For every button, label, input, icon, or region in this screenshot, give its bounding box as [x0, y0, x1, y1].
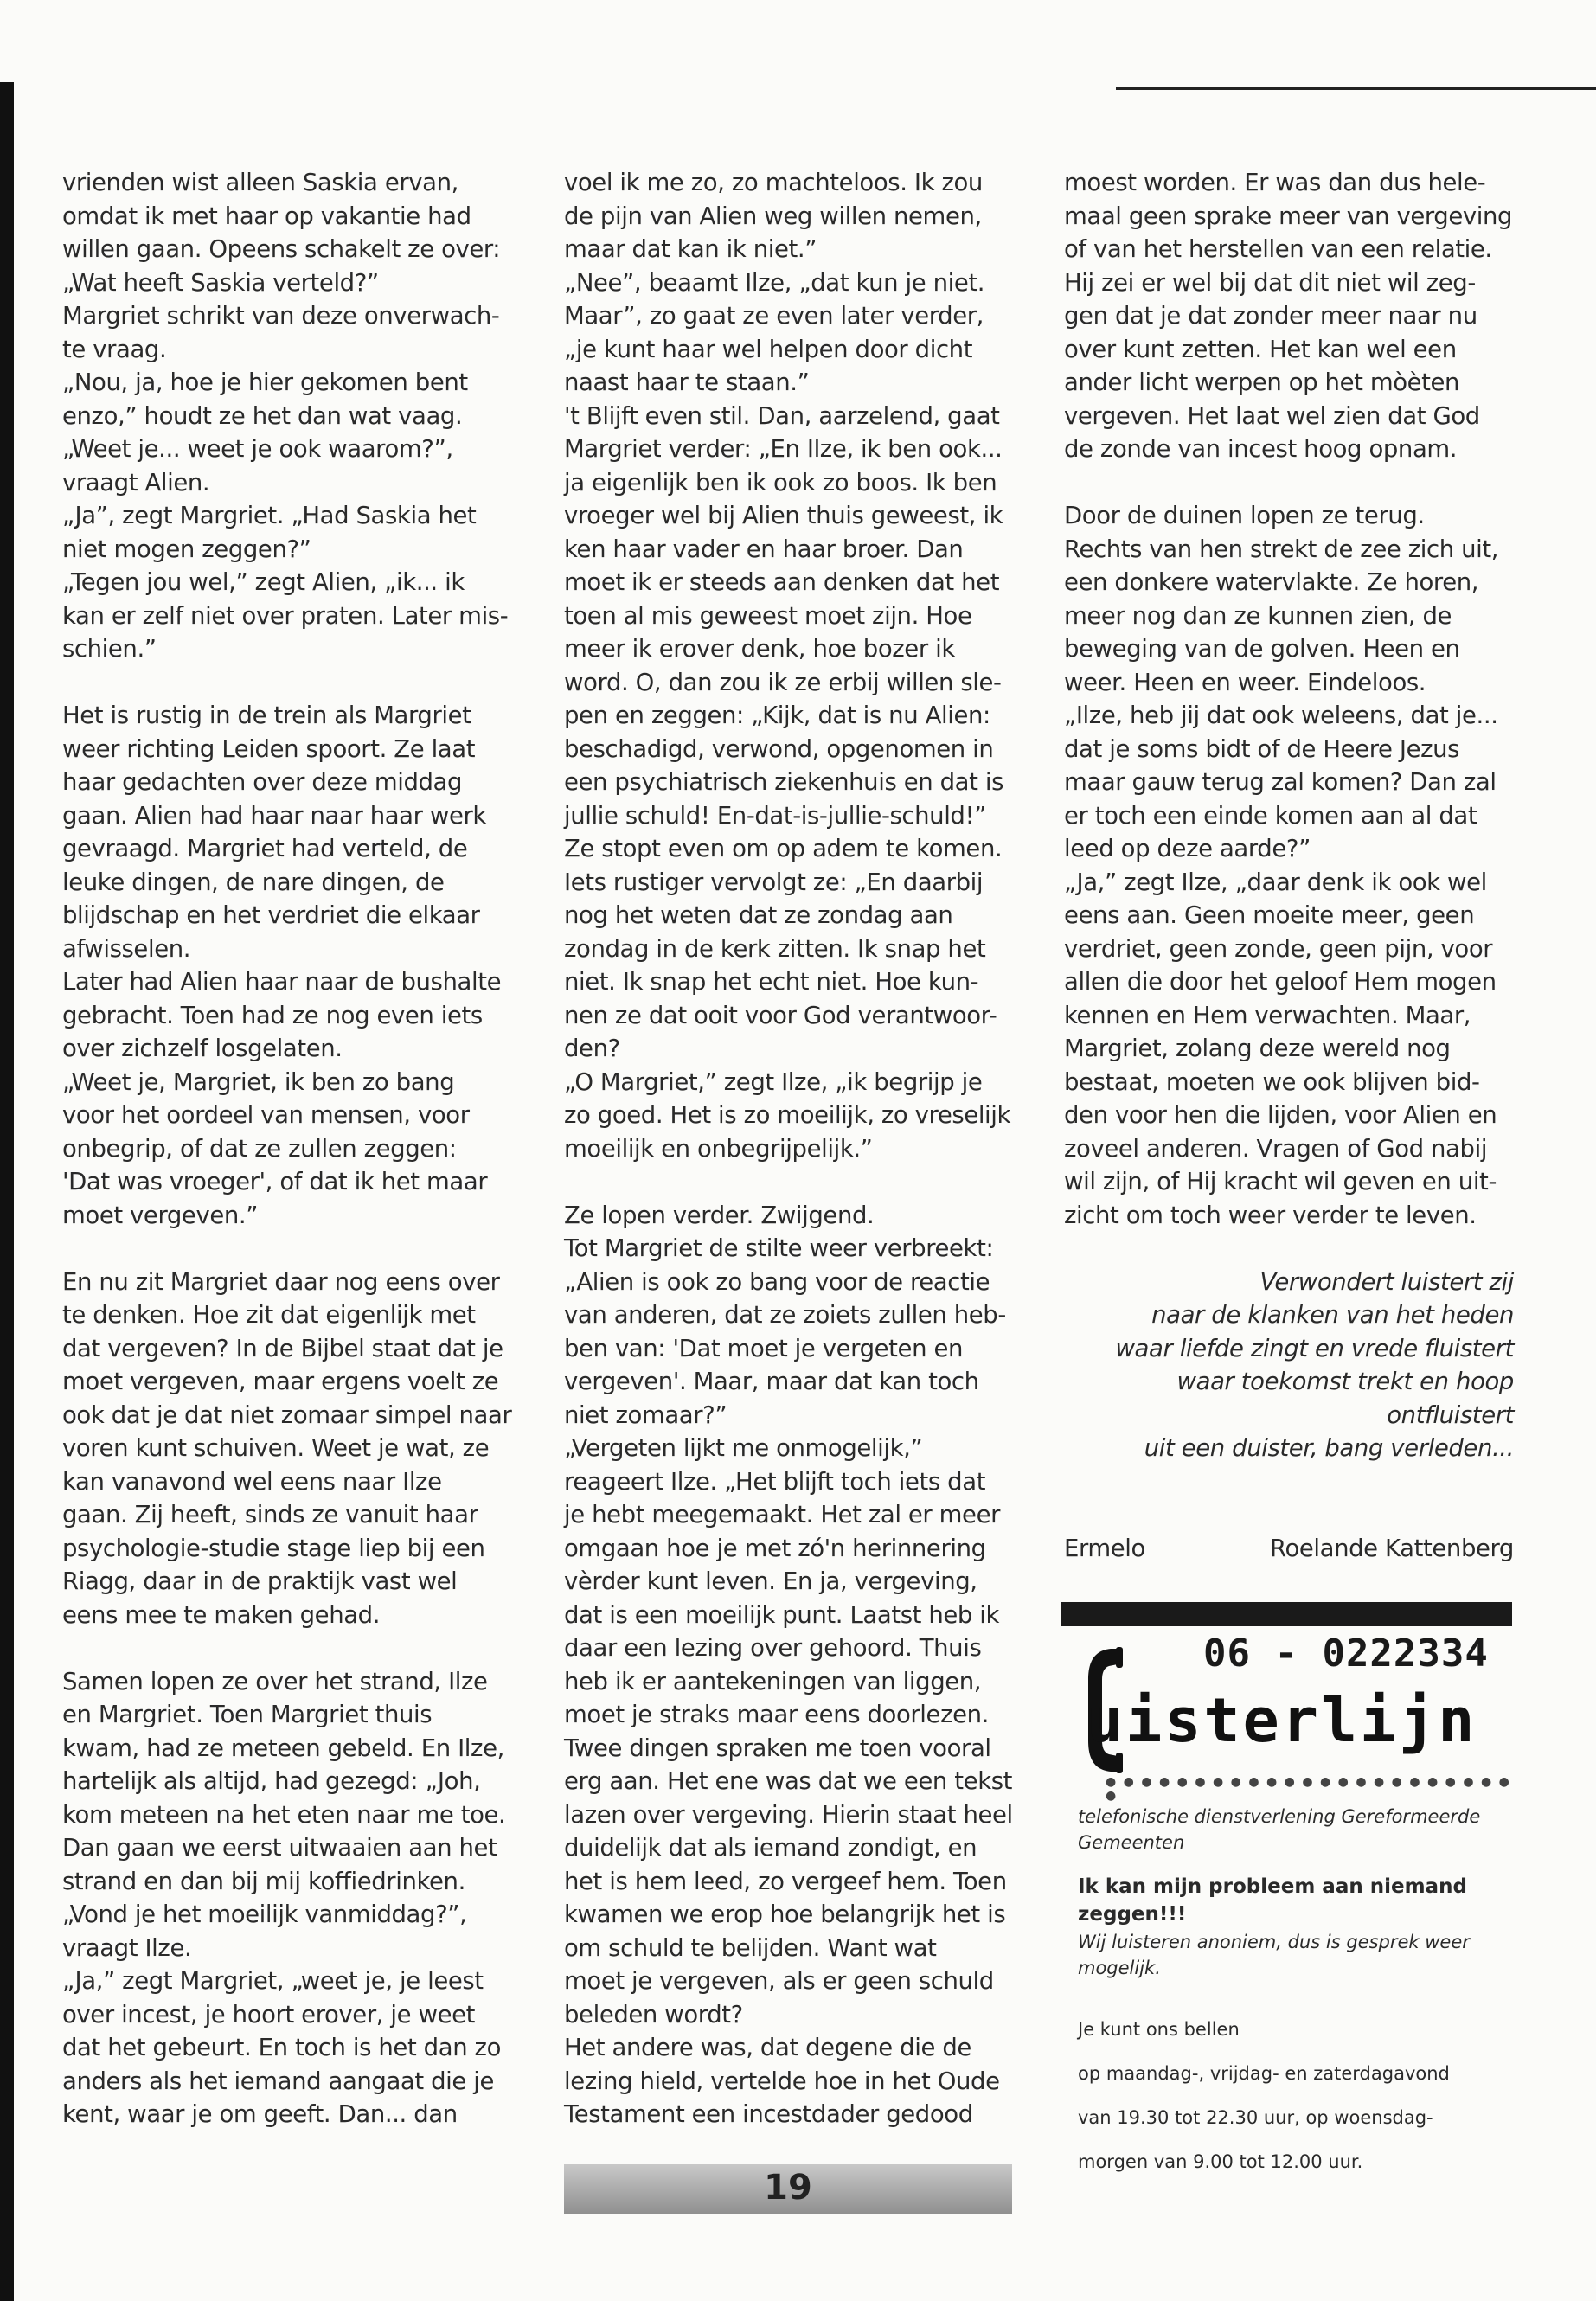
ad-subtitle: telefonische dienstverlening Gereformeerde Gemeenten [1078, 1806, 1481, 1853]
column-1-line: over incest, je hoort erover, je weet [62, 2000, 476, 2029]
column-2-line: zondag in de kerk zitten. Ik snap het [564, 934, 986, 963]
ad-call-line: Je kunt ons bellen [1078, 2019, 1240, 2040]
column-2-line: den? [564, 1035, 620, 1062]
column-2-line: vroeger wel bij Alien thuis geweest, ik [564, 502, 1003, 529]
ad-note: Wij luisteren anoniem, dus is gesprek weer mogelijk. [1078, 1932, 1470, 1978]
poem-line: waar liefde zingt en vrede fluistert [1115, 1334, 1514, 1362]
column-1-line: „Ja,” zegt Margriet, „weet je, je leest [62, 1967, 484, 1995]
column-2-line: jullie schuld! En-dat-is-jullie-schuld!” [564, 801, 986, 830]
column-2-line: „je kunt haar wel helpen door dicht [564, 335, 973, 363]
column-1-line: anders als het iemand aangaat die je [62, 2067, 495, 2095]
poem-line: waar toekomst trekt en hoop ontfluistert [1176, 1368, 1514, 1429]
luisterlijn-advertisement [1061, 1602, 1512, 2172]
signature-line [1064, 1532, 1514, 1566]
column-1-line: kwam, had ze meteen gebeld. En Ilze, [62, 1734, 504, 1762]
column-3-line: leed op deze aarde?” [1064, 835, 1311, 862]
column-1-line: Later had Alien haar naar de bushalte [62, 968, 502, 996]
column-2-line: naast haar te staan.” [564, 369, 810, 396]
column-2-line: Testament een incestdader gedood [564, 2100, 973, 2128]
column-2-line: daar een lezing over gehoord. Thuis [564, 1634, 982, 1662]
column-2-line: Maar”, zo gaat ze even later verder, [564, 302, 984, 330]
column-1-line: afwisselen. [62, 934, 191, 963]
column-2-line: om schuld te belijden. Want wat [564, 1933, 937, 1962]
column-1-line: over zichzelf losgelaten. [62, 1035, 343, 1062]
column-2-line: omgaan hoe je met zó'n herinnering [564, 1534, 986, 1562]
column-2-line: je hebt meegemaakt. Het zal er meer [564, 1501, 1001, 1529]
paragraph-gap [564, 1165, 1022, 1199]
column-1-line: Riagg, daar in de praktijk vast wel [62, 1567, 458, 1595]
column-1-line: voren kunt schuiven. Weet je wat, ze [62, 1434, 490, 1462]
column-2-line: Het andere was, dat degene die de [564, 2034, 971, 2061]
column-2-line: moeilijk en onbegrijpelijk.” [564, 1134, 873, 1163]
column-2-line: niet zomaar?” [564, 1400, 727, 1429]
column-1-line: psychologie-studie stage liep bij een [62, 1534, 485, 1562]
column-1-line: niet mogen zeggen?” [62, 535, 311, 563]
column-2-line: het is hem leed, zo vergeef hem. Toen [564, 1867, 1007, 1895]
column-2-line: meer ik erover denk, hoe bozer ik [564, 635, 955, 663]
column-1-line: kan vanavond wel eens naar Ilze [62, 1467, 442, 1496]
column-1-line: hartelijk als altijd, had gezegd: „Joh, [62, 1767, 481, 1795]
column-1-line: willen gaan. Opeens schakelt ze over: [62, 235, 501, 263]
column-1-line: weer richting Leiden spoort. Ze laat [62, 734, 476, 763]
column-1-line: gaan. Zij heeft, sinds ze vanuit haar [62, 1501, 478, 1529]
column-2-line: kwamen we erop hoe belangrijk het is [564, 1900, 1006, 1928]
column-1-line: gevraagd. Margriet had verteld, de [62, 835, 468, 862]
column-2-line: beschadigd, verwond, opgenomen in [564, 734, 994, 763]
column-1-line: haar gedachten over deze middag [62, 768, 463, 796]
column-3-line: een donkere watervlakte. Ze horen, [1064, 568, 1479, 596]
column-3-line: Rechts van hen strekt de zee zich uit, [1064, 535, 1499, 563]
paragraph-gap [62, 1232, 529, 1266]
closing-poem [1064, 1266, 1514, 1465]
column-3-line: ander licht werpen op het mòèten [1064, 369, 1460, 396]
page-number: 19 [764, 2168, 812, 2208]
column-2-line: dat is een moeilijk punt. Laatst heb ik [564, 1600, 1000, 1629]
column-2-line: „Vergeten lijkt me onmogelijk,” [564, 1434, 923, 1462]
column-3-line: beweging van de golven. Heen en [1064, 635, 1460, 663]
article-column-3-text [1064, 166, 1514, 1232]
column-3-line: over kunt zetten. Het kan wel een [1064, 335, 1457, 363]
column-1-line: leuke dingen, de nare dingen, de [62, 868, 445, 896]
column-1-line: vraagt Ilze. [62, 1933, 192, 1962]
column-2-line: „Nee”, beaamt Ilze, „dat kun je niet. [564, 268, 985, 297]
column-3-line: maar gauw terug zal komen? Dan zal [1064, 768, 1497, 796]
column-1-line: kent, waar je om geeft. Dan... dan [62, 2100, 458, 2128]
column-3-line: dat je soms bidt of de Heere Jezus [1064, 734, 1460, 763]
article-column-1 [62, 166, 529, 2131]
column-2-line: Ze stopt even om op adem te komen. [564, 835, 1003, 862]
column-3-line: wil zijn, of Hij kracht wil geven en uit- [1064, 1168, 1497, 1195]
ad-call-line: van 19.30 tot 22.30 uur, op woensdag- [1078, 2107, 1433, 2128]
column-1-line: Dan gaan we eerst uitwaaien aan het [62, 1834, 497, 1862]
column-3-line: Margriet, zolang deze wereld nog [1064, 1035, 1451, 1062]
column-2-line: Iets rustiger vervolgt ze: „En daarbij [564, 868, 984, 896]
column-3-line: weer. Heen en weer. Eindeloos. [1064, 668, 1426, 696]
column-3-line: Hij zei er wel bij dat dit niet wil zeg- [1064, 268, 1476, 297]
column-2-line: lezing hield, vertelde hoe in het Oude [564, 2067, 1000, 2095]
column-1-line: „Nou, ja, hoe je hier gekomen bent [62, 369, 468, 396]
column-1-line: te vraag. [62, 335, 167, 363]
column-2-line: moet je straks maar eens doorlezen. [564, 1701, 989, 1728]
poem-line: naar de klanken van het heden [1151, 1301, 1514, 1329]
column-1-line: „Weet je... weet je ook waarom?”, [62, 435, 453, 463]
column-2-line: beleden wordt? [564, 2000, 743, 2029]
column-2-line: nog het weten dat ze zondag aan [564, 901, 953, 929]
column-2-line: de pijn van Alien weg willen nemen, [564, 202, 982, 230]
column-2-line: pen en zeggen: „Kijk, dat is nu Alien: [564, 702, 990, 729]
column-1-line: gaan. Alien had haar naar haar werk [62, 801, 486, 830]
top-rule [1116, 87, 1596, 90]
column-2-line: ja eigenlijk ben ik ook zo boos. Ik ben [564, 468, 997, 497]
column-1-line: „Tegen jou wel,” zegt Alien, „ik... ik [62, 568, 465, 596]
column-1-line: dat het gebeurt. En toch is het dan zo [62, 2034, 502, 2061]
column-1-line: dat vergeven? In de Bijbel staat dat je [62, 1334, 503, 1362]
column-2-line: maar dat kan ik niet.” [564, 235, 817, 263]
ad-call-line: op maandag-, vrijdag- en zaterdagavond [1078, 2063, 1450, 2084]
column-1-line: Margriet schrikt van deze onverwach- [62, 302, 500, 330]
column-2-line: van anderen, dat ze zoiets zullen heb- [564, 1301, 1006, 1329]
column-3-line: gen dat je dat zonder meer naar nu [1064, 302, 1477, 330]
column-2-line: vèrder kunt leven. En ja, vergeving, [564, 1567, 977, 1595]
column-2-line: toen al mis geweest moet zijn. Hoe [564, 601, 972, 630]
poem-line: Verwondert luistert zij [1259, 1267, 1514, 1296]
column-1-line: omdat ik met haar op vakantie had [62, 202, 471, 230]
ad-logo-text: uisterlijn [1086, 1685, 1477, 1756]
column-3-line: kennen en Hem verwachten. Maar, [1064, 1001, 1471, 1029]
column-2-line: „Alien is ook zo bang voor de reactie [564, 1267, 990, 1296]
column-2-line: Margriet verder: „En Ilze, ik ben ook... [564, 435, 1003, 463]
column-1-line: 'Dat was vroeger', of dat ik het maar [62, 1168, 488, 1195]
column-2-line: duidelijk dat als iemand zondigt, en [564, 1834, 977, 1862]
column-2-line: 't Blijft even stil. Dan, aarzelend, gaat [564, 401, 1000, 430]
ad-call-line: morgen van 9.00 tot 12.00 uur. [1078, 2151, 1363, 2172]
column-3-line: meer nog dan ze kunnen zien, de [1064, 601, 1452, 630]
column-1-line: vraagt Alien. [62, 468, 210, 497]
column-2-line: vergeven'. Maar, maar dat kan toch [564, 1368, 979, 1395]
column-3-line: bestaat, moeten we ook blijven bid- [1064, 1067, 1480, 1096]
column-2-line: voel ik me zo, zo machteloos. Ik zou [564, 169, 983, 196]
signature-place: Ermelo [1064, 1534, 1145, 1562]
column-3-line: eens aan. Geen moeite meer, geen [1064, 901, 1475, 929]
paragraph-gap [1064, 466, 1514, 500]
column-2-line: een psychiatrisch ziekenhuis en dat is [564, 768, 1003, 796]
column-1-line: kan er zelf niet over praten. Later mis- [62, 601, 509, 630]
column-2-line: ken haar vader en haar broer. Dan [564, 535, 964, 563]
column-1-line: Samen lopen ze over het strand, Ilze [62, 1667, 488, 1695]
column-2-line: zo goed. Het is zo moeilijk, zo vreselijk [564, 1101, 1011, 1129]
column-3-line: allen die door het geloof Hem mogen [1064, 968, 1497, 996]
column-1-line: moet vergeven, maar ergens voelt ze [62, 1368, 499, 1395]
column-3-line: de zonde van incest hoog opnam. [1064, 435, 1458, 463]
column-1-line: onbegrip, of dat ze zullen zeggen: [62, 1134, 457, 1163]
column-2-line: niet. Ik snap het echt niet. Hoe kun- [564, 968, 979, 996]
column-1-line: vrienden wist alleen Saskia ervan, [62, 169, 458, 196]
column-1-line: eens mee te maken gehad. [62, 1600, 381, 1629]
column-3-line: er toch een einde komen aan al dat [1064, 801, 1477, 830]
ad-phone-number: 06 - 0222334 [1203, 1631, 1489, 1676]
column-1-line: schien.” [62, 635, 157, 663]
column-3-line: Door de duinen lopen ze terug. [1064, 502, 1425, 529]
signature-author: Roelande Kattenberg [1269, 1534, 1514, 1562]
column-1-line: te denken. Hoe zit dat eigenlijk met [62, 1301, 476, 1329]
column-2-line: moet je vergeven, als er geen schuld [564, 1967, 994, 1995]
column-2-line: reageert Ilze. „Het blijft toch iets dat [564, 1467, 986, 1496]
paragraph-gap [62, 666, 529, 700]
column-3-line: moest worden. Er was dan dus hele- [1064, 169, 1486, 196]
column-3-line: verdriet, geen zonde, geen pijn, voor [1064, 934, 1493, 963]
ad-headline: Ik kan mijn probleem aan niemand zeggen!!! [1078, 1875, 1467, 1926]
column-1-line: enzo,” houdt ze het dan wat vaag. [62, 401, 463, 430]
column-3-line: den voor hen die lijden, voor Alien en [1064, 1101, 1497, 1129]
column-2-line: lazen over vergeving. Hierin staat heel [564, 1800, 1013, 1829]
column-3-line: „Ja,” zegt Ilze, „daar denk ik ook wel [1064, 868, 1487, 896]
column-1-line: gebracht. Toen had ze nog even iets [62, 1001, 483, 1029]
article-column-2 [564, 166, 1022, 2131]
column-1-line: „Vond je het moeilijk vanmiddag?”, [62, 1900, 467, 1928]
column-3-line: vergeven. Het laat wel zien dat God [1064, 401, 1480, 430]
column-1-line: „Weet je, Margriet, ik ben zo bang [62, 1067, 455, 1096]
column-1-line: „Wat heeft Saskia verteld?” [62, 268, 379, 297]
column-1-line: voor het oordeel van mensen, voor [62, 1101, 470, 1129]
article-column-3 [1064, 166, 1514, 1565]
column-1-line: en Margriet. Toen Margriet thuis [62, 1701, 433, 1728]
column-3-line: „Ilze, heb jij dat ook weleens, dat je... [1064, 702, 1498, 729]
ad-call-hours [1078, 1998, 1502, 2193]
column-2-line: erg aan. Het ene was dat we een tekst [564, 1767, 1013, 1795]
column-2-line: nen ze dat ooit voor God verantwoor- [564, 1001, 997, 1029]
column-1-line: Het is rustig in de trein als Margriet [62, 702, 471, 729]
column-3-line: of van het herstellen van een relatie. [1064, 235, 1492, 263]
column-2-line: Ze lopen verder. Zwijgend. [564, 1201, 875, 1229]
column-1-line: moet vergeven.” [62, 1201, 259, 1229]
column-1-line: ook dat je dat niet zomaar simpel naar [62, 1400, 512, 1429]
column-3-line: zoveel anderen. Vragen of God nabij [1064, 1134, 1488, 1163]
page-number-bar [564, 2164, 1012, 2214]
column-1-line: „Ja”, zegt Margriet. „Had Saskia het [62, 502, 477, 529]
column-2-line: word. O, dan zou ik ze erbij willen sle- [564, 668, 1002, 696]
column-2-line: ben van: 'Dat moet je vergeten en [564, 1334, 963, 1362]
column-2-line: moet ik er steeds aan denken dat het [564, 568, 1000, 596]
column-1-line: blijdschap en het verdriet die elkaar [62, 901, 480, 929]
column-3-line: maal geen sprake meer van vergeving [1064, 202, 1513, 230]
column-1-line: En nu zit Margriet daar nog eens over [62, 1267, 500, 1296]
column-2-line: „O Margriet,” zegt Ilze, „ik begrijp je [564, 1067, 983, 1096]
ad-top-bar [1061, 1602, 1512, 1626]
poem-line: uit een duister, bang verleden... [1144, 1434, 1514, 1462]
column-2-line: heb ik er aantekeningen van liggen, [564, 1667, 982, 1695]
ad-decorative-dots: ● ● ● ● ● ● ● ● ● ● ● ● ● ● ● ● ● ● ● ● ● ● ● ● [1106, 1775, 1511, 1803]
column-2-line: Tot Margriet de stilte weer verbreekt: [564, 1234, 994, 1262]
column-1-line: strand en dan bij mij koffiedrinken. [62, 1867, 465, 1895]
column-2-line: Twee dingen spraken me toen vooral [564, 1734, 991, 1762]
scan-edge-left [0, 82, 14, 2301]
column-1-line: kom meteen na het eten naar me toe. [62, 1800, 506, 1829]
column-3-line: zicht om toch weer verder te leven. [1064, 1201, 1477, 1229]
paragraph-gap [62, 1631, 529, 1665]
